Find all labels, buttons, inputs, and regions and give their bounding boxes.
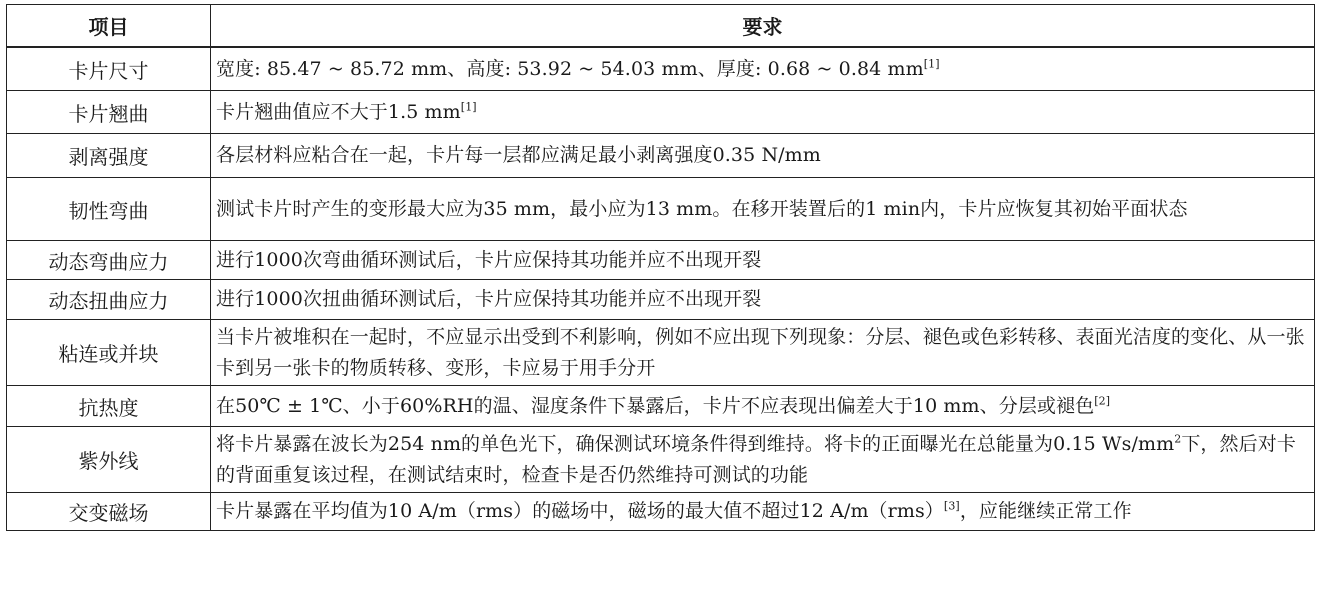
- header-row: [7, 5, 1315, 48]
- requirement-cell: [211, 320, 1315, 386]
- table-row: [7, 280, 1315, 320]
- item-cell: 抗热度: [7, 386, 211, 427]
- item-cell: 卡片翘曲: [7, 91, 211, 134]
- requirement-text: 卡片翘曲值应不大于1.5 mm: [216, 100, 461, 123]
- table-row: [7, 386, 1315, 427]
- header-item: 项目: [7, 5, 211, 48]
- table-row: [7, 134, 1315, 178]
- reference-mark: [2]: [1094, 394, 1111, 408]
- requirement-text: 进行1000次扭曲循环测试后，卡片应保持其功能并应不出现开裂: [216, 288, 762, 310]
- unit-superscript: 2: [1174, 432, 1182, 446]
- requirement-text: 卡片暴露在平均值为10 A/m（rms）的磁场中，磁场的最大值不超过12 A/m（rms）: [216, 500, 944, 522]
- requirement-cell: [211, 427, 1315, 493]
- requirement-cell: [211, 280, 1315, 320]
- requirement-cell: [211, 386, 1315, 427]
- requirement-cell: [211, 493, 1315, 531]
- reference-mark: [3]: [943, 499, 960, 513]
- requirement-text: 宽度: 85.47 ~ 85.72 mm、高度: 53.92 ~ 54.03 mm、厚度: 0.68 ~ 0.84 mm: [216, 57, 924, 80]
- requirement-text: ，应能继续正常工作: [959, 500, 1132, 522]
- requirement-cell: [211, 178, 1315, 241]
- requirement-cell: [211, 134, 1315, 178]
- requirements-table: [6, 4, 1315, 531]
- table-row: [7, 91, 1315, 134]
- item-cell: 剥离强度: [7, 134, 211, 178]
- requirement-text: 当卡片被堆积在一起时，不应显示出受到不利影响，例如不应出现下列现象：分层、褪色或色彩转移、表面光洁度的变化、从一张卡到另一张卡的物质转移、变形，卡应易于用手分开: [216, 325, 1305, 379]
- item-cell: 紫外线: [7, 427, 211, 493]
- item-cell: 韧性弯曲: [7, 178, 211, 241]
- item-cell: 交变磁场: [7, 493, 211, 531]
- table-row: [7, 320, 1315, 386]
- table-row: [7, 493, 1315, 531]
- table-row: [7, 47, 1315, 91]
- requirement-text: 测试卡片时产生的变形最大应为35 mm，最小应为13 mm。在移开装置后的1 min内，卡片应恢复其初始平面状态: [216, 197, 1188, 220]
- item-cell: 动态弯曲应力: [7, 241, 211, 280]
- item-cell: 粘连或并块: [7, 320, 211, 386]
- reference-mark: [1]: [923, 57, 940, 71]
- requirement-text: 将卡片暴露在波长为254 nm的单色光下，确保测试环境条件得到维持。将卡的正面曝光在总能量为0.15 Ws/mm: [216, 432, 1175, 455]
- table-row: [7, 178, 1315, 241]
- requirement-text: 在50℃ ± 1℃、小于60%RH的温、湿度条件下暴露后，卡片不应表现出偏差大于10 mm、分层或褪色: [216, 394, 1095, 417]
- reference-mark: [1]: [460, 100, 477, 114]
- requirement-text: 下，然后对卡的背面重复该过程，在测试结束时，检查卡是否仍然维持可测试的功能: [216, 432, 1296, 486]
- table-row: [7, 427, 1315, 493]
- requirement-cell: [211, 241, 1315, 280]
- table-row: [7, 241, 1315, 280]
- requirement-text: 各层材料应粘合在一起，卡片每一层都应满足最小剥离强度0.35 N/mm: [216, 144, 821, 166]
- requirement-cell: [211, 47, 1315, 91]
- item-cell: 动态扭曲应力: [7, 280, 211, 320]
- header-requirement: 要求: [211, 5, 1315, 48]
- item-cell: 卡片尺寸: [7, 47, 211, 91]
- requirement-text: 进行1000次弯曲循环测试后，卡片应保持其功能并应不出现开裂: [216, 248, 762, 271]
- requirement-cell: [211, 91, 1315, 134]
